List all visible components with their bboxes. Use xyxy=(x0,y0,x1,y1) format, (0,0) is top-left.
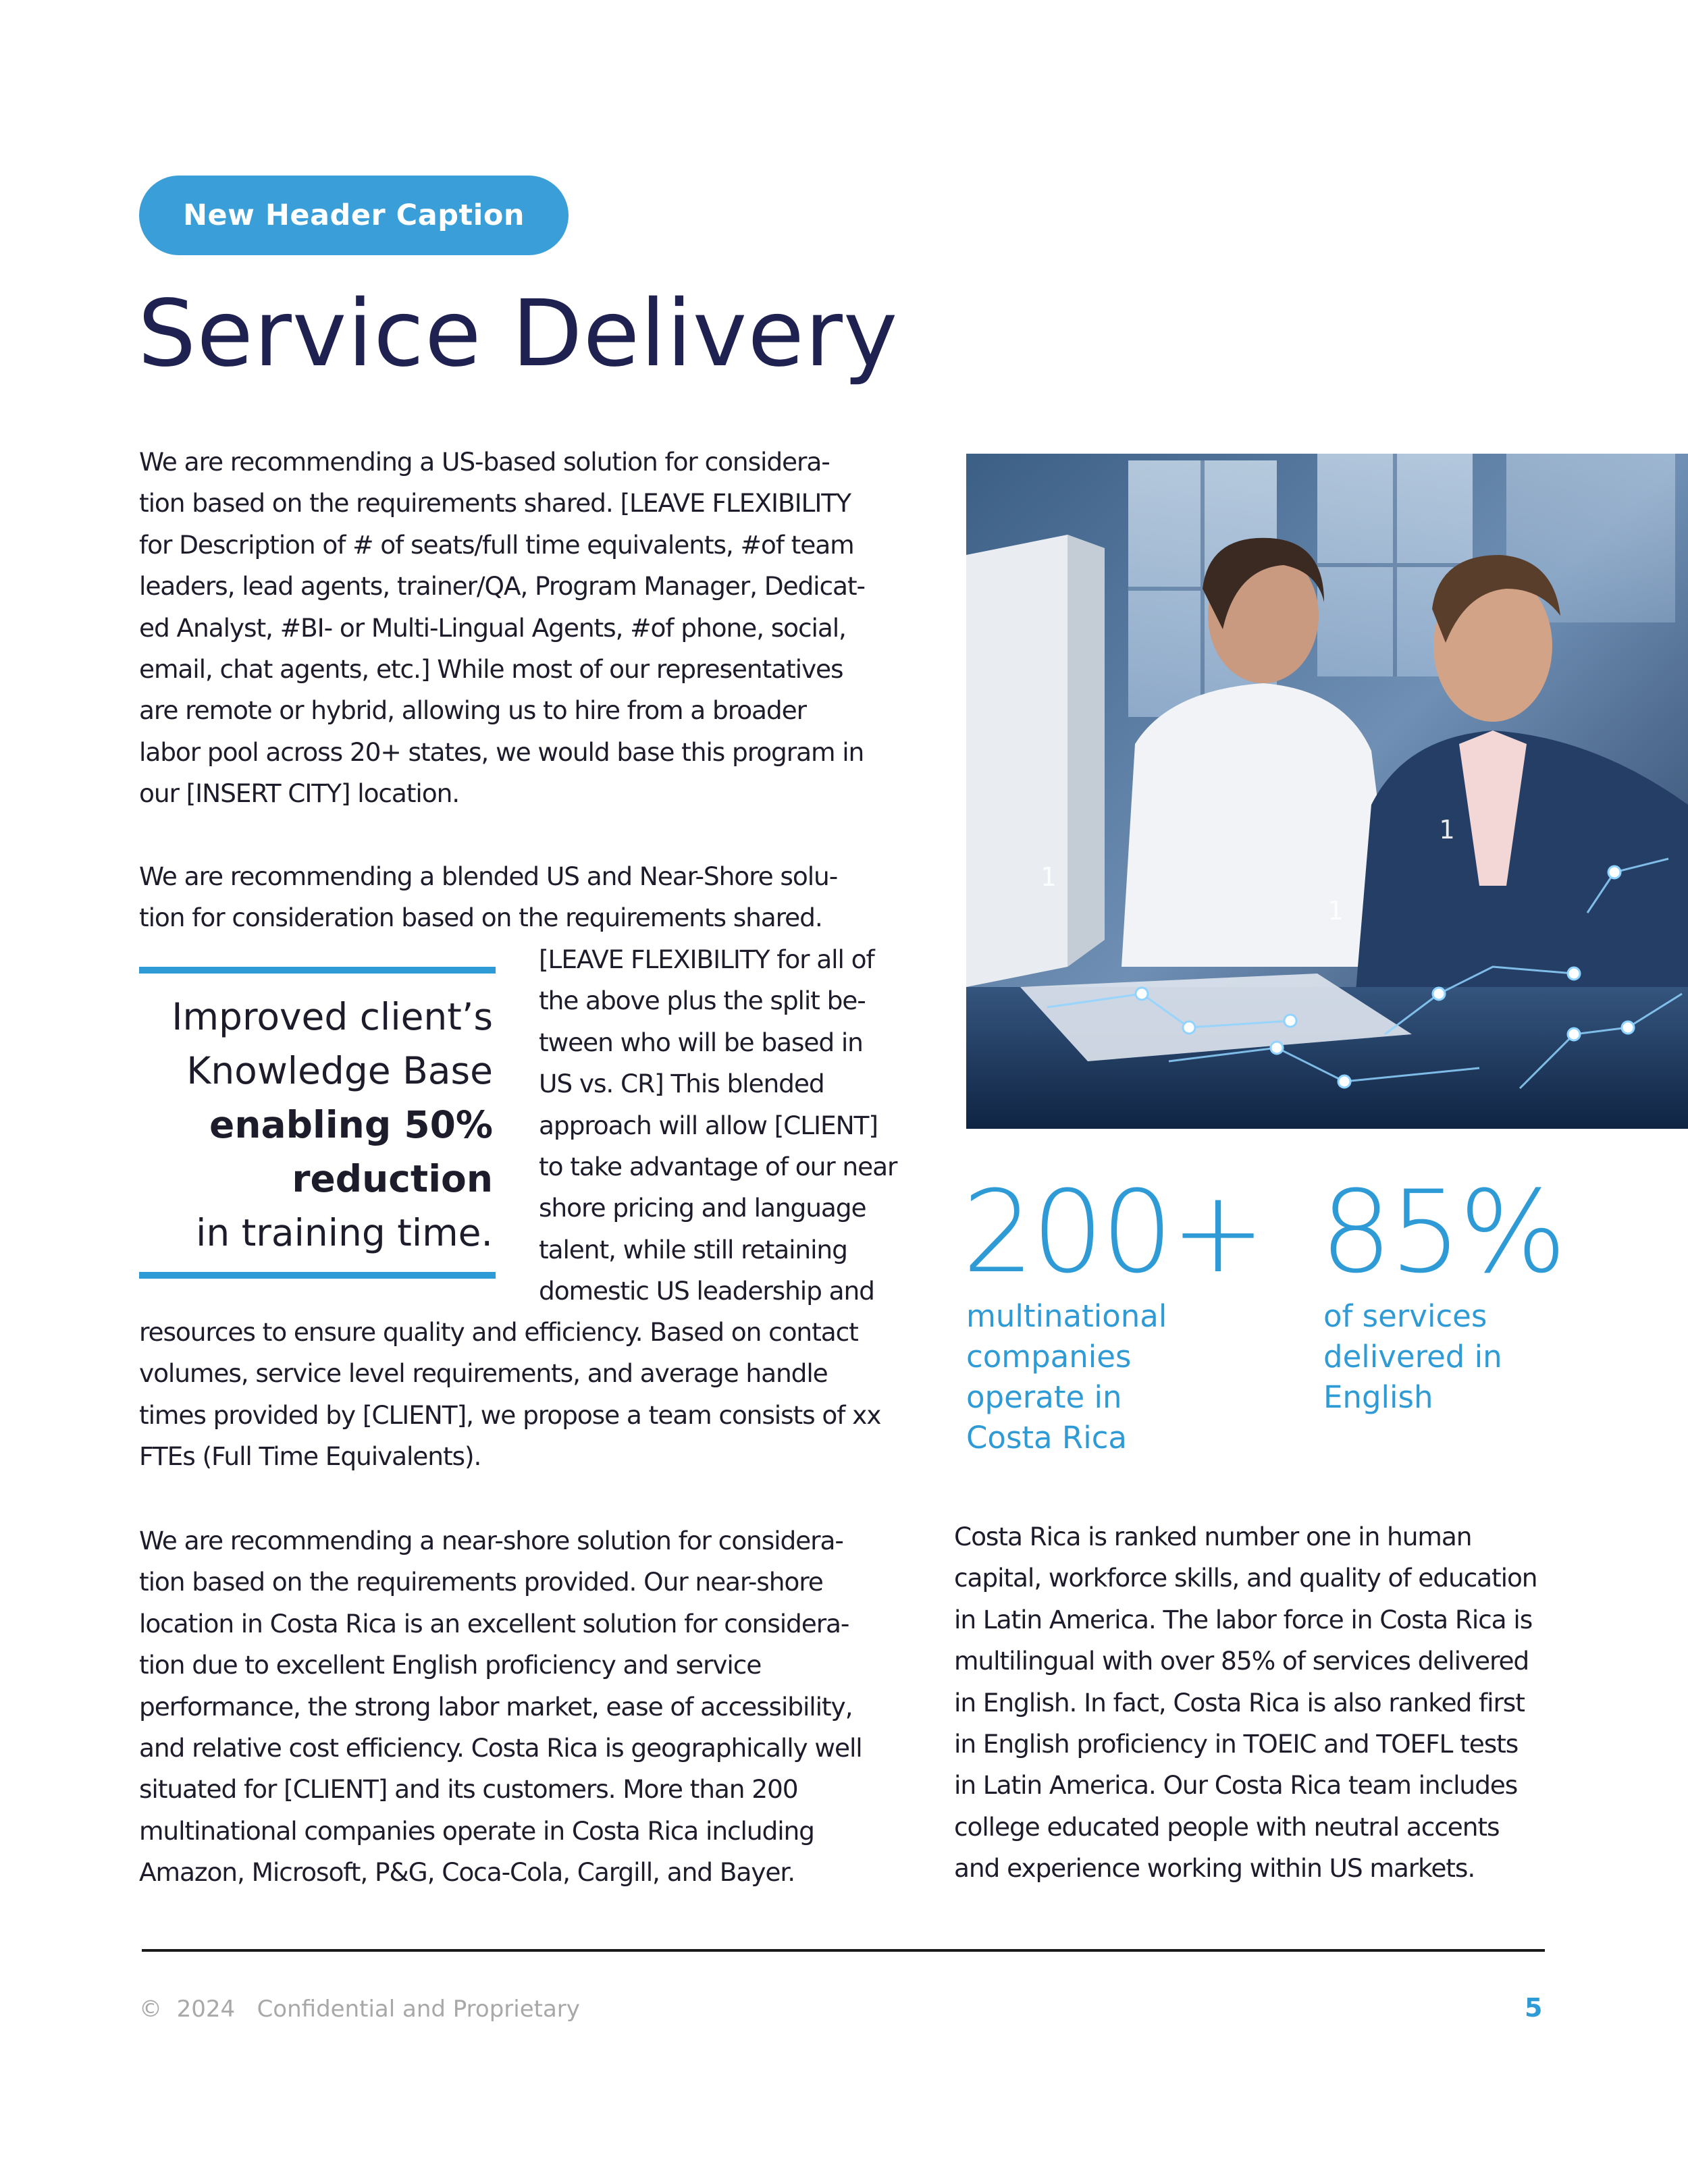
paragraph-line: resources to ensure quality and efficiency. Based on contact xyxy=(139,1317,858,1347)
paragraph-costa-rica xyxy=(954,1516,1537,1890)
paragraph-blended-top xyxy=(139,856,837,939)
paragraph-line: US vs. CR] This blended xyxy=(539,1069,824,1099)
paragraph-line: We are recommending a blended US and Near-Shore solu- xyxy=(139,861,838,891)
page-title: Service Delivery xyxy=(138,281,899,388)
footer-copyright: © 2024 Confidential and Proprietary xyxy=(139,1996,580,2023)
paragraph-line: approach will allow [CLIENT] xyxy=(539,1110,878,1140)
stat-label-english xyxy=(1323,1296,1502,1418)
header-caption-text: New Header Caption xyxy=(183,198,525,232)
paragraph-line: in English proficiency in TOEIC and TOEFL tests xyxy=(954,1729,1519,1759)
paragraph-us-based xyxy=(139,442,865,815)
paragraph-line: for Description of # of seats/full time equivalents, #of team xyxy=(139,529,854,560)
paragraph-line: [LEAVE FLEXIBILITY for all of xyxy=(539,944,874,974)
header-caption-badge xyxy=(139,176,569,255)
pull-quote-line-bold: reduction xyxy=(292,1157,493,1200)
photo-monitor-side xyxy=(1067,535,1105,967)
stat-value-english: 85% xyxy=(1320,1166,1564,1298)
paragraph-line: college educated people with neutral accents xyxy=(954,1811,1500,1842)
paragraph-line: to take advantage of our near xyxy=(539,1152,897,1182)
pull-quote xyxy=(139,967,496,1279)
paragraph-blended-side xyxy=(539,939,897,1312)
paragraph-line: labor pool across 20+ states, we would base this program in xyxy=(139,737,864,767)
paragraph-line: multilingual with over 85% of services delivered xyxy=(954,1646,1529,1676)
paragraph-line: times provided by [CLIENT], we propose a team consists of xx xyxy=(139,1400,881,1430)
stat-value-multinationals: 200+ xyxy=(962,1166,1263,1298)
pull-quote-line: Improved client’s xyxy=(172,995,493,1038)
paragraph-line: tion based on the requirements shared. [LEAVE FLEXIBILITY xyxy=(139,488,851,518)
paragraph-line: and relative cost efficiency. Costa Rica is geographically well xyxy=(139,1733,862,1763)
paragraph-line: in Latin America. Our Costa Rica team includes xyxy=(954,1770,1518,1801)
stat-label-line: delivered in xyxy=(1323,1339,1502,1375)
paragraph-line: email, chat agents, etc.] While most of our representatives xyxy=(139,654,843,685)
pull-quote-line-bold: enabling 50% xyxy=(209,1103,493,1146)
pull-quote-text xyxy=(172,990,493,1260)
paragraph-line: tion due to excellent English proficiency and service xyxy=(139,1650,762,1680)
paragraph-line: capital, workforce skills, and quality of education xyxy=(954,1563,1537,1593)
paragraph-line: talent, while still retaining xyxy=(539,1234,847,1264)
paragraph-line: Costa Rica is ranked number one in human xyxy=(954,1522,1472,1551)
paragraph-line: in English. In fact, Costa Rica is also ranked first xyxy=(954,1687,1525,1717)
paragraph-line: tion for consideration based on the requirements shared. xyxy=(139,903,822,933)
paragraph-line: shore pricing and language xyxy=(539,1193,866,1223)
paragraph-line: location in Costa Rica is an excellent solution for considera- xyxy=(139,1608,849,1639)
paragraph-line: We are recommending a US-based solution for considera- xyxy=(139,447,830,477)
paragraph-line: situated for [CLIENT] and its customers. More than 200 xyxy=(139,1774,798,1805)
photo-digit: 1 xyxy=(1439,815,1454,845)
paragraph-line: tween who will be based in xyxy=(539,1027,863,1057)
stat-label-line: companies xyxy=(966,1339,1132,1375)
photo-digit: 1 xyxy=(1040,862,1056,892)
paragraph-line: leaders, lead agents, trainer/QA, Program Manager, Dedicat- xyxy=(139,571,865,602)
paragraph-line: We are recommending a near-shore solution for considera- xyxy=(139,1526,843,1555)
stat-label-line: English xyxy=(1323,1379,1433,1415)
stat-label-line: Costa Rica xyxy=(966,1420,1128,1456)
paragraph-line: Amazon, Microsoft, P&G, Coca-Cola, Cargill, and Bayer. xyxy=(139,1857,795,1888)
pull-quote-bottom-rule xyxy=(139,1272,496,1279)
pull-quote-top-rule xyxy=(139,967,496,974)
paragraph-line: ed Analyst, #BI- or Multi-Lingual Agents, #of phone, social, xyxy=(139,612,846,643)
paragraph-blended-bottom xyxy=(139,1312,880,1478)
stat-label-multinationals xyxy=(966,1296,1167,1458)
paragraph-near-shore xyxy=(139,1520,862,1894)
paragraph-line: FTEs (Full Time Equivalents). xyxy=(139,1441,481,1472)
paragraph-line: volumes, service level requirements, and average handle xyxy=(139,1358,828,1389)
office-photo-illustration xyxy=(966,454,1688,1129)
paragraph-line: the above plus the split be- xyxy=(539,986,866,1016)
stat-label-line: multinational xyxy=(966,1298,1167,1334)
paragraph-line: multinational companies operate in Costa Rica including xyxy=(139,1815,814,1846)
page-number: 5 xyxy=(1525,1993,1543,2023)
paragraph-line: in Latin America. The labor force in Costa Rica is xyxy=(954,1604,1533,1634)
pull-quote-line: Knowledge Base xyxy=(186,1049,493,1092)
stat-label-line: of services xyxy=(1323,1298,1487,1334)
paragraph-line: and experience working within US markets. xyxy=(954,1853,1475,1884)
pull-quote-line: in training time. xyxy=(196,1211,493,1254)
paragraph-line: tion based on the requirements provided. Our near-shore xyxy=(139,1567,823,1597)
paragraph-line: our [INSERT CITY] location. xyxy=(139,778,460,809)
stat-label-line: operate in xyxy=(966,1379,1122,1415)
paragraph-line: domestic US leadership and xyxy=(539,1276,874,1306)
footer-divider xyxy=(142,1949,1545,1952)
paragraph-line: are remote or hybrid, allowing us to hire from a broader xyxy=(139,695,806,726)
paragraph-line: performance, the strong labor market, ease of accessibility, xyxy=(139,1691,853,1722)
photo-digit: 1 xyxy=(1327,896,1343,926)
office-photo xyxy=(966,454,1688,1129)
